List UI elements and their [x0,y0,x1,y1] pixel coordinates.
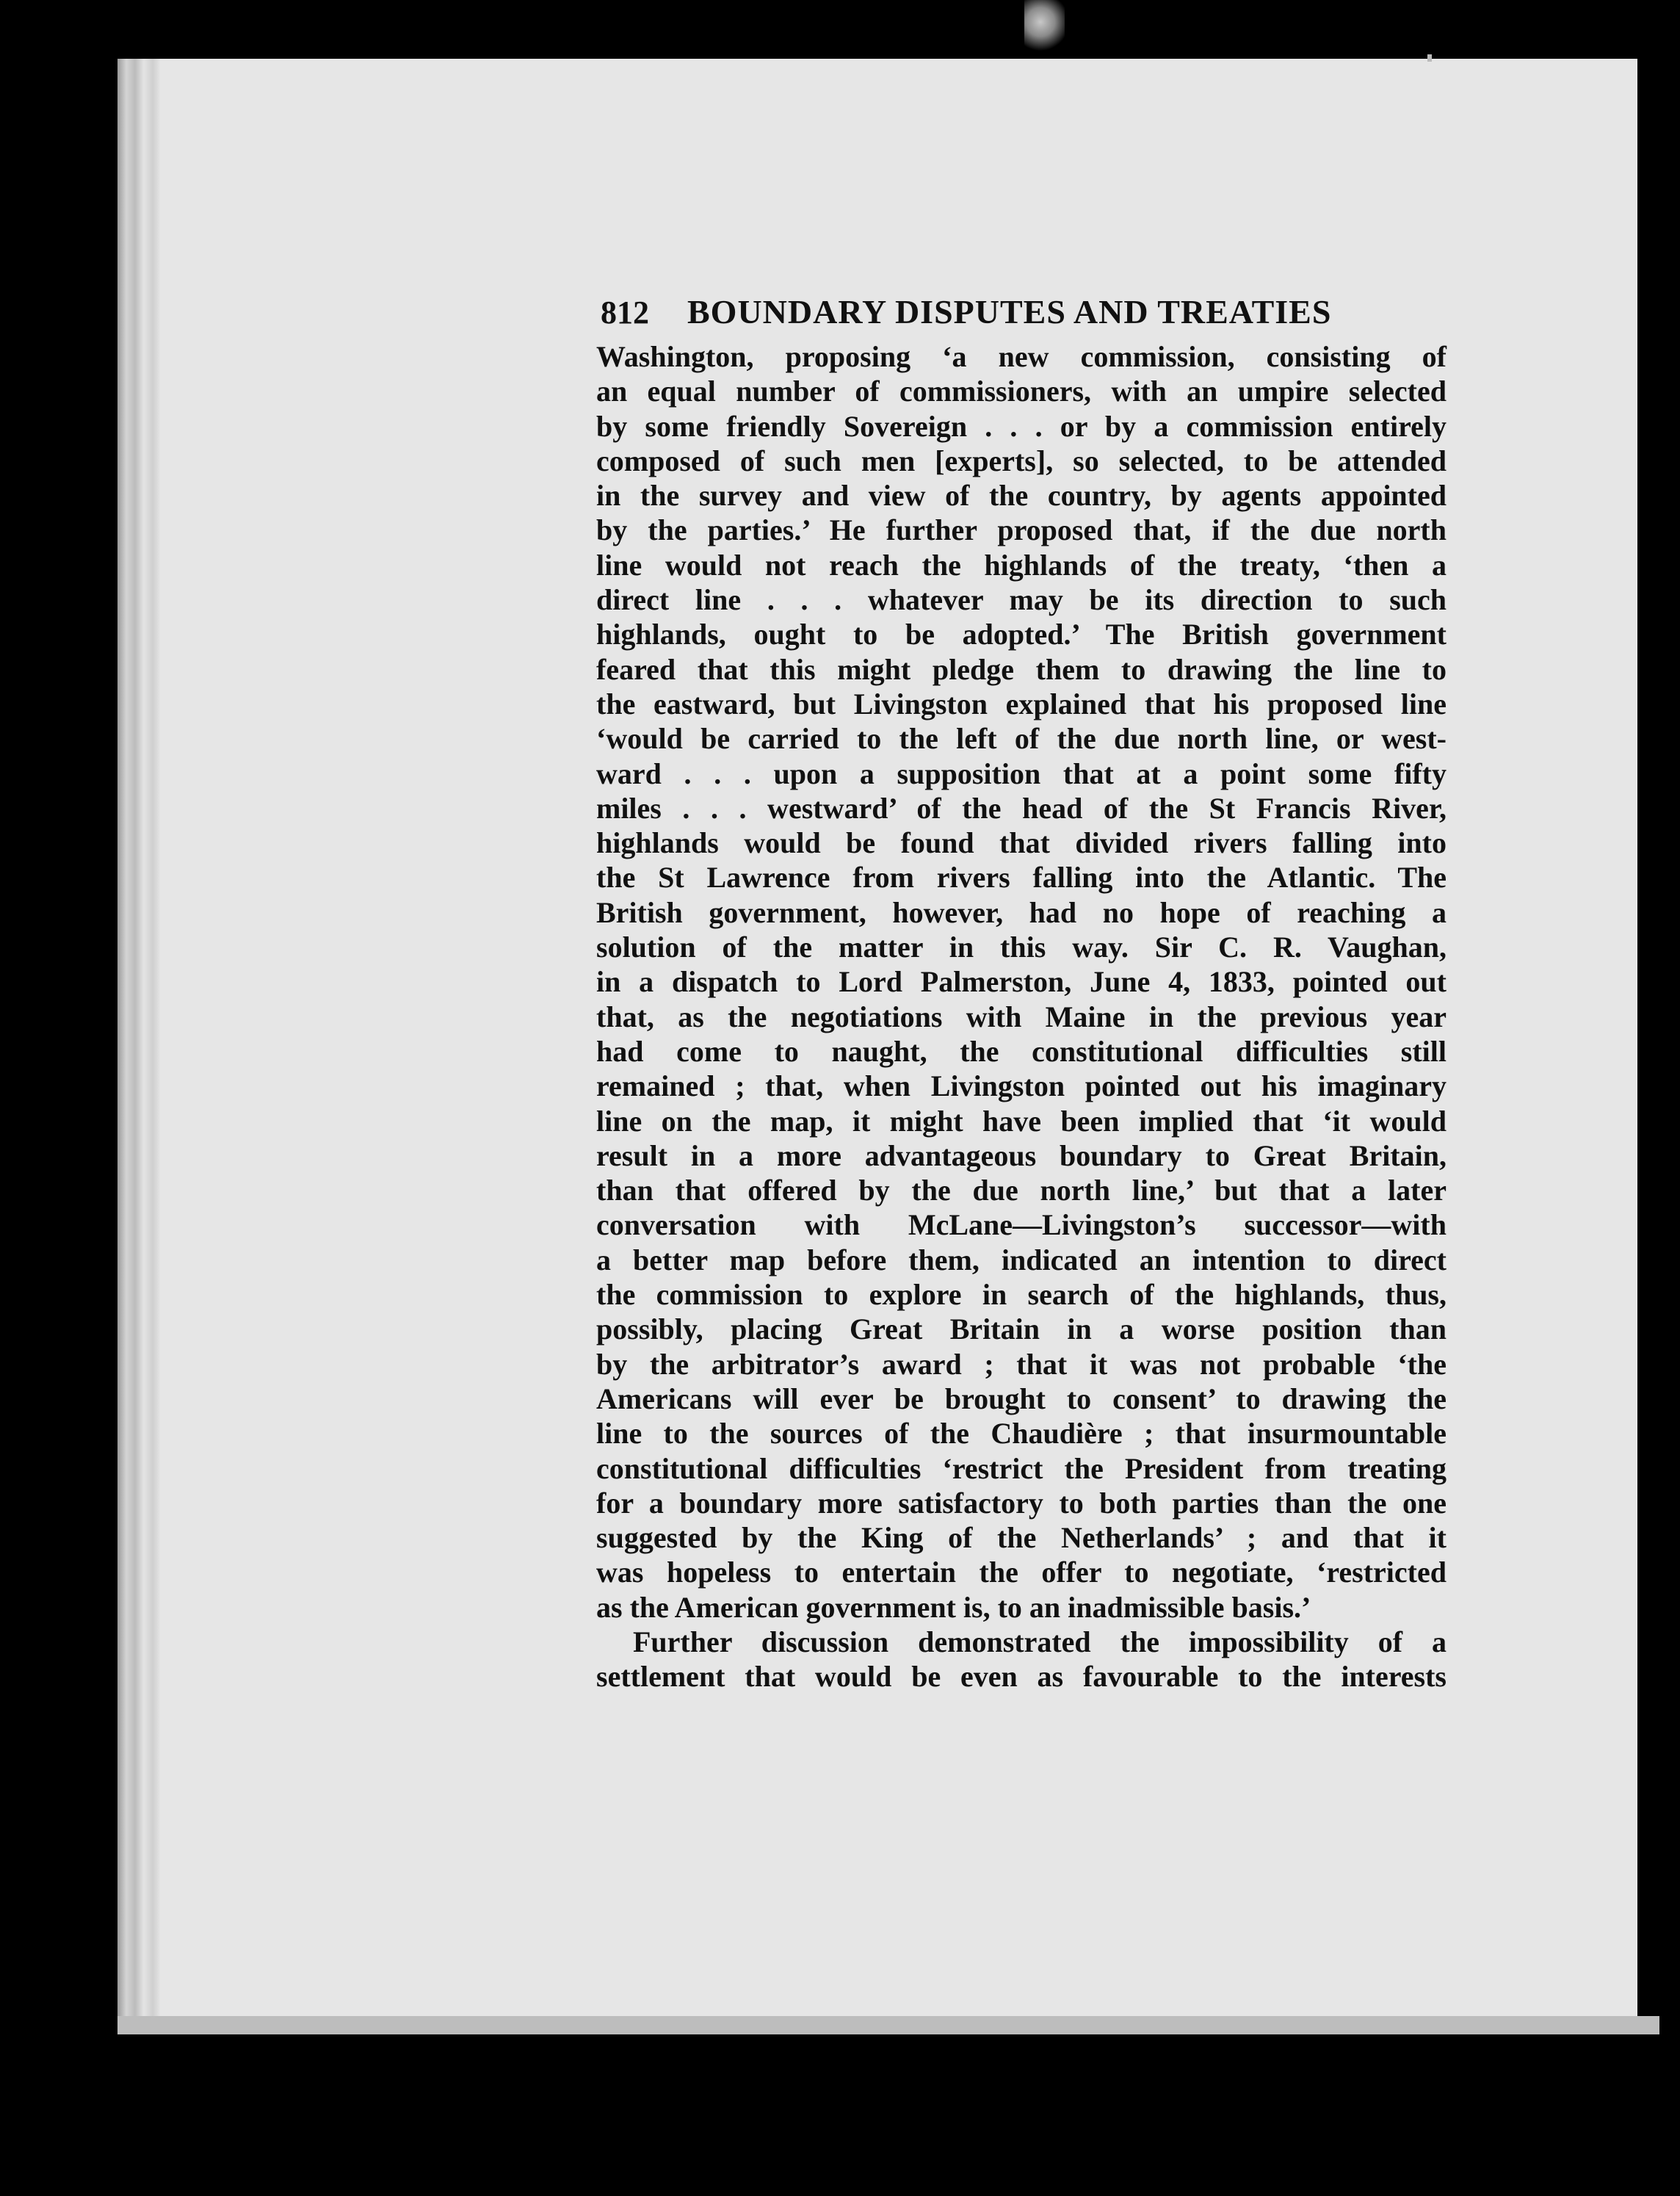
text-line: line would not reach the highlands of the treaty, ‘then a [596,548,1447,582]
text-line: in the survey and view of the country, by agents appointed [596,479,1447,513]
text-line: by the parties.’ He further proposed that, if the due north [596,513,1447,547]
text-line: settlement that would be even as favourable to the interests [596,1660,1447,1694]
text-line: ‘would be carried to the left of the due north line, or west- [596,722,1447,756]
text-line: feared that this might pledge them to drawing the line to [596,652,1447,686]
text-line: result in a more advantageous boundary to Great Britain, [596,1138,1447,1172]
book-bottom-edge [117,2016,1659,2034]
page-number: 812 [601,295,649,331]
text-line: direct line . . . whatever may be its direction to such [596,583,1447,617]
book-spine-edge [117,59,162,2034]
text-line-paragraph-start: Further discussion demonstrated the impossibility of a [633,1625,1447,1658]
text-line: British government, however, had no hope of reaching a [596,895,1447,929]
text-line: line on the map, it might have been implied that ‘it would [596,1104,1447,1138]
text-line: than that offered by the due north line,’ but that a later [596,1174,1447,1207]
text-line: the eastward, but Livingston explained that his proposed line [596,687,1447,720]
text-line: in a dispatch to Lord Palmerston, June 4, 1833, pointed out [596,965,1447,999]
text-line: composed of such men [experts], so selected, to be attended [596,444,1447,477]
text-line: ward . . . upon a supposition that at a point some fifty [596,756,1447,790]
text-line: for a boundary more satisfactory to both parties than the one [596,1486,1447,1520]
page-header [601,289,1449,335]
text-line: Washington, proposing ‘a new commission, consisting of [596,340,1447,373]
text-line: conversation with McLane—Livingston’s successor—with [596,1208,1447,1242]
text-line: the St Lawrence from rivers falling into the Atlantic. The [596,861,1447,895]
text-line: remained ; that, when Livingston pointed out his imaginary [596,1069,1447,1103]
running-title: BOUNDARY DISPUTES AND TREATIES [687,293,1332,331]
text-line: a better map before them, indicated an intention to direct [596,1243,1447,1276]
scan-dot [1427,54,1432,62]
text-line: that, as the negotiations with Maine in the previous year [596,1000,1447,1033]
text-line: line to the sources of the Chaudière ; that insurmountable [596,1417,1447,1451]
text-line: suggested by the King of the Netherlands’ ; and that it [596,1521,1447,1555]
text-line: was hopeless to entertain the offer to negotiate, ‘restricted [596,1556,1447,1589]
text-line: by the arbitrator’s award ; that it was not probable ‘the [596,1347,1447,1381]
text-line: by some friendly Sovereign . . . or by a commission entirely [596,409,1447,443]
text-line: constitutional difficulties ‘restrict the President from treating [596,1451,1447,1485]
text-line: solution of the matter in this way. Sir C. R. Vaughan, [596,931,1447,964]
text-line: highlands, ought to be adopted.’ The British government [596,618,1447,651]
text-line: had come to naught, the constitutional difficulties still [596,1034,1447,1068]
text-line: possibly, placing Great Britain in a worse position than [596,1312,1447,1346]
body-text [596,339,1447,1694]
text-line: as the American government is, to an inadmissible basis.’ [596,1590,1311,1624]
text-line: highlands would be found that divided rivers falling into [596,826,1447,860]
text-line: Americans will ever be brought to consent’ to drawing the [596,1381,1447,1415]
scan-speck [1024,0,1065,55]
text-line: miles . . . westward’ of the head of the St Francis River, [596,791,1447,825]
text-line: the commission to explore in search of the highlands, thus, [596,1278,1447,1312]
text-line: an equal number of commissioners, with an umpire selected [596,375,1447,408]
